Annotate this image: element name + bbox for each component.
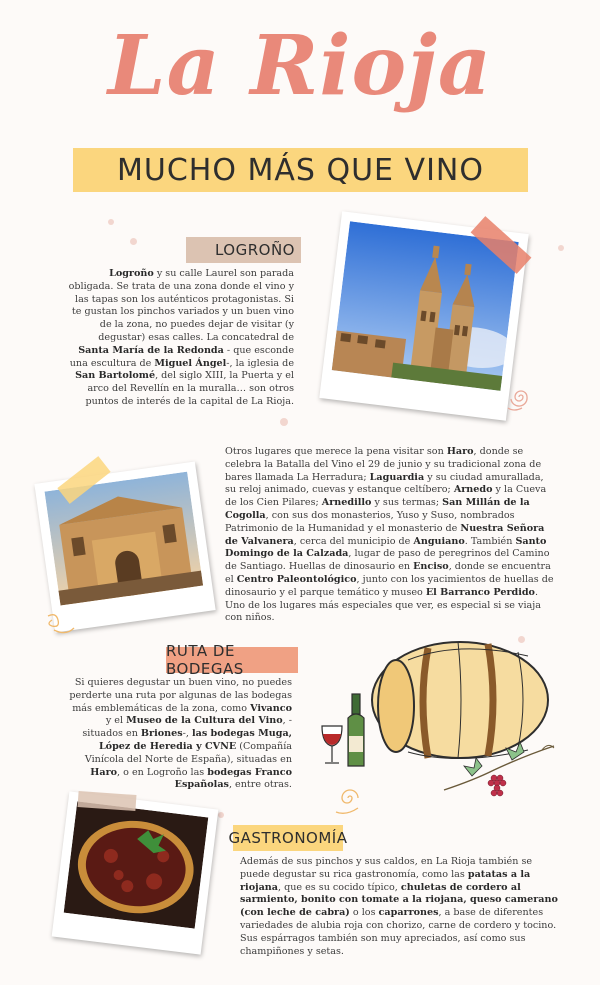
decor-dot [558, 245, 564, 251]
section-heading-logrono: LOGROÑO [186, 237, 301, 263]
haro-paragraph [225, 446, 555, 625]
spiral-doodle-icon [330, 778, 370, 818]
text-run: -, la iglesia de [226, 357, 294, 369]
text-run: , o en Logroño las [117, 766, 208, 778]
bold-term: Santa María de la Redonda [78, 344, 224, 356]
wine-bottle-glass-illustration [318, 692, 380, 772]
bold-term: Santo Domingo de la Calzada [225, 535, 547, 560]
bold-term: Centro Paleontológico [236, 573, 357, 585]
text-run: , lugar de paso de peregrinos del Camino de Santiago. Huellas de dinosaurio en [225, 548, 550, 573]
text-run: y la Cueva de los Cien Pilares; [225, 484, 547, 509]
bold-term: Briones [140, 728, 183, 740]
bold-term: Arnedo [453, 484, 493, 496]
page-title: La Rioja [107, 18, 493, 114]
bold-term: Logroño [109, 268, 154, 279]
text-run: , cerca del municipio de [293, 535, 414, 547]
bold-term: Enciso [413, 561, 449, 573]
bold-term: patatas a la riojana [240, 868, 531, 893]
bold-term: Haro [90, 766, 118, 778]
subtitle-banner [73, 148, 528, 192]
text-run: , junto con los yacimientos de huellas de dinosaurio y el parque temático y museo [225, 573, 554, 598]
gastronomia-paragraph [240, 856, 558, 958]
bold-term: Laguardia [369, 471, 425, 483]
text-run: y su calle Laurel son parada obligada. Se trata de una zona donde el vino y las tapas son los auténticos protagonistas. Si te gustan los pinchos variados y un buen vino de la zona, no puedes dejar de visitar (y degustar) esas calles. La concatedral de [68, 268, 294, 343]
spiral-doodle-icon [44, 610, 80, 646]
text-run: (Compañía Vinícola del Norte de España), situadas en [84, 740, 292, 765]
food-image [64, 801, 209, 928]
text-run: Otros lugares que merece la pena visitar son [225, 446, 447, 457]
bold-term: Vivanco [250, 702, 292, 714]
logrono-paragraph [66, 268, 294, 409]
bold-term: caparrones [378, 907, 439, 919]
text-run: o los [349, 907, 379, 919]
decor-dot [130, 238, 137, 245]
section-heading-bodegas: RUTA DE BODEGAS [166, 647, 298, 673]
subtitle-text: MUCHO MÁS QUE VINO [117, 152, 484, 188]
bold-term: Arnedillo [321, 497, 372, 509]
bodegas-paragraph [66, 677, 292, 792]
text-run: y su ciudad amurallada, su reloj animado, cuevas y estanque celtíbero; [225, 471, 544, 496]
text-run: Si quieres degustar un buen vino, no puedes perderte una ruta por algunas de las bodegas más emblemáticas de la zona, como [69, 677, 292, 714]
bold-term: El Barranco Perdido [425, 586, 535, 598]
text-run: -, [182, 728, 192, 740]
bold-term: Miguel Ángel [154, 357, 227, 369]
bold-term: bodegas Franco Españolas [174, 766, 292, 791]
bold-term: Nuestra Señora de Valvanera [225, 522, 545, 547]
text-run: , del siglo XIII, la Puerta y el arco del Revellín en la muralla… son otros puntos de interés de la capital de La Rioja. [85, 370, 294, 407]
spiral-doodle-icon [504, 380, 538, 414]
text-run: - que esconde una escultura de [69, 344, 294, 369]
bold-term: Anguiano [413, 535, 465, 547]
bold-term: chuletas de cordero al sarmiento, bonito con tomate a la riojana, queso camerano (con leche de cabra) [240, 881, 558, 919]
text-run: , con sus dos monasterios, Yuso y Suso, nombrados Patrimonio de la Humanidad y el monasterio de [225, 509, 515, 534]
text-run: , donde se encuentra el [225, 561, 551, 585]
photo-food-dish [52, 791, 219, 954]
bold-term: Museo de la Cultura del Vino [126, 715, 283, 727]
bold-term: San Millán de la Cogolla [225, 497, 530, 521]
decor-dot [108, 219, 114, 225]
text-run: y sus termas; [371, 497, 443, 509]
section-heading-gastronomia: GASTRONOMÍA [233, 825, 343, 851]
text-run: . Uno de los lugares más especiales que ver, es especial si se viaja con niños. [225, 586, 541, 624]
bold-term: Haro [446, 446, 474, 457]
decor-dot [280, 418, 288, 426]
grape-vine-illustration [442, 730, 562, 800]
text-run: , a base de diferentes variedades de alubia roja con chorizo, carne de cordero y tocino. Sus espárragos también son muy apreciados, así como sus champiñones y setas. [240, 907, 557, 957]
text-run: Además de sus pinchos y sus caldos, en La Rioja también se puede degustar su rica gastronomía, como las [240, 856, 533, 880]
text-run: . También [464, 535, 516, 547]
text-run: , donde se celebra la Batalla del Vino el 29 de junio y su tradicional zona de bares llamada La Herradura; [225, 446, 542, 483]
decor-dot [218, 812, 224, 818]
text-run: , entre otras. [228, 779, 292, 791]
text-run: y el [105, 715, 127, 727]
bold-term: San Bartolomé [75, 370, 156, 382]
bold-term: las bodegas Muga, López de Heredia y CVNE [98, 728, 292, 752]
text-run: , que es su cocido típico, [277, 881, 401, 893]
text-run: , -situados en [82, 715, 292, 740]
